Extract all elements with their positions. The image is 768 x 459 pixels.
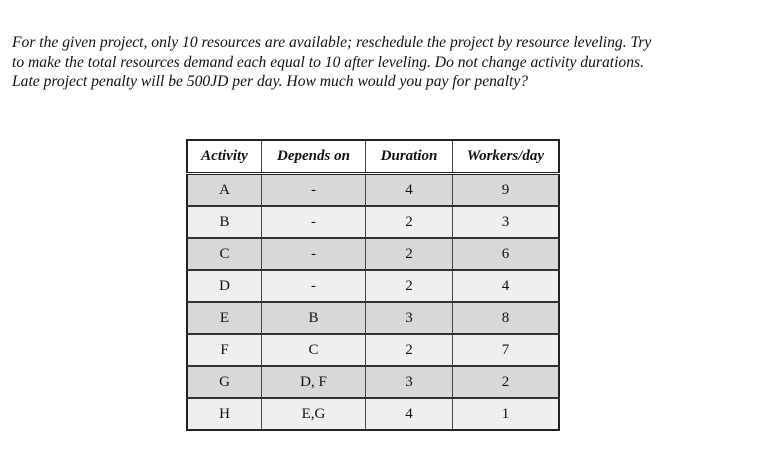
table-row [187, 238, 559, 270]
cell-workers: 9 [453, 174, 560, 207]
cell-activity: F [187, 334, 262, 366]
cell-activity: G [187, 366, 262, 398]
cell-workers: 6 [453, 238, 560, 270]
table-row [187, 334, 559, 366]
cell-duration: 4 [366, 398, 453, 430]
problem-line: Late project penalty will be 500JD per day. How much would you pay for penalty? [12, 73, 529, 90]
cell-depends-on: E,G [262, 398, 366, 430]
cell-activity: C [187, 238, 262, 270]
cell-depends-on: - [262, 238, 366, 270]
table-body [187, 174, 559, 431]
problem-statement [12, 33, 757, 92]
cell-depends-on: - [262, 174, 366, 207]
cell-duration: 4 [366, 174, 453, 207]
table-row [187, 206, 559, 238]
header-depends-on: Depends on [262, 140, 366, 174]
cell-duration: 2 [366, 206, 453, 238]
cell-workers: 8 [453, 302, 560, 334]
cell-depends-on: - [262, 270, 366, 302]
header-row [187, 140, 559, 174]
cell-duration: 2 [366, 238, 453, 270]
cell-depends-on: D, F [262, 366, 366, 398]
cell-duration: 3 [366, 366, 453, 398]
cell-depends-on: C [262, 334, 366, 366]
cell-depends-on: - [262, 206, 366, 238]
cell-workers: 4 [453, 270, 560, 302]
cell-duration: 3 [366, 302, 453, 334]
problem-line: to make the total resources demand each equal to 10 after leveling. Do not change activity durations. [12, 53, 644, 71]
cell-duration: 2 [366, 270, 453, 302]
cell-activity: D [187, 270, 262, 302]
table-row [187, 174, 559, 207]
problem-line: For the given project, only 10 resources are available; reschedule the project by resource leveling. Try [12, 34, 652, 51]
header-workers-per-day: Workers/day [453, 140, 560, 174]
header-duration: Duration [366, 140, 453, 174]
cell-duration: 2 [366, 334, 453, 366]
cell-workers: 2 [453, 366, 560, 398]
cell-activity: H [187, 398, 262, 430]
table-row [187, 398, 559, 430]
cell-activity: A [187, 174, 262, 207]
cell-depends-on: B [262, 302, 366, 334]
activity-table-container [186, 139, 560, 431]
activity-table [186, 139, 560, 431]
cell-workers: 7 [453, 334, 560, 366]
header-activity: Activity [187, 140, 262, 174]
cell-activity: E [187, 302, 262, 334]
table-row [187, 270, 559, 302]
table-row [187, 302, 559, 334]
table-header [187, 140, 559, 174]
table-row [187, 366, 559, 398]
cell-workers: 3 [453, 206, 560, 238]
cell-workers: 1 [453, 398, 560, 430]
cell-activity: B [187, 206, 262, 238]
